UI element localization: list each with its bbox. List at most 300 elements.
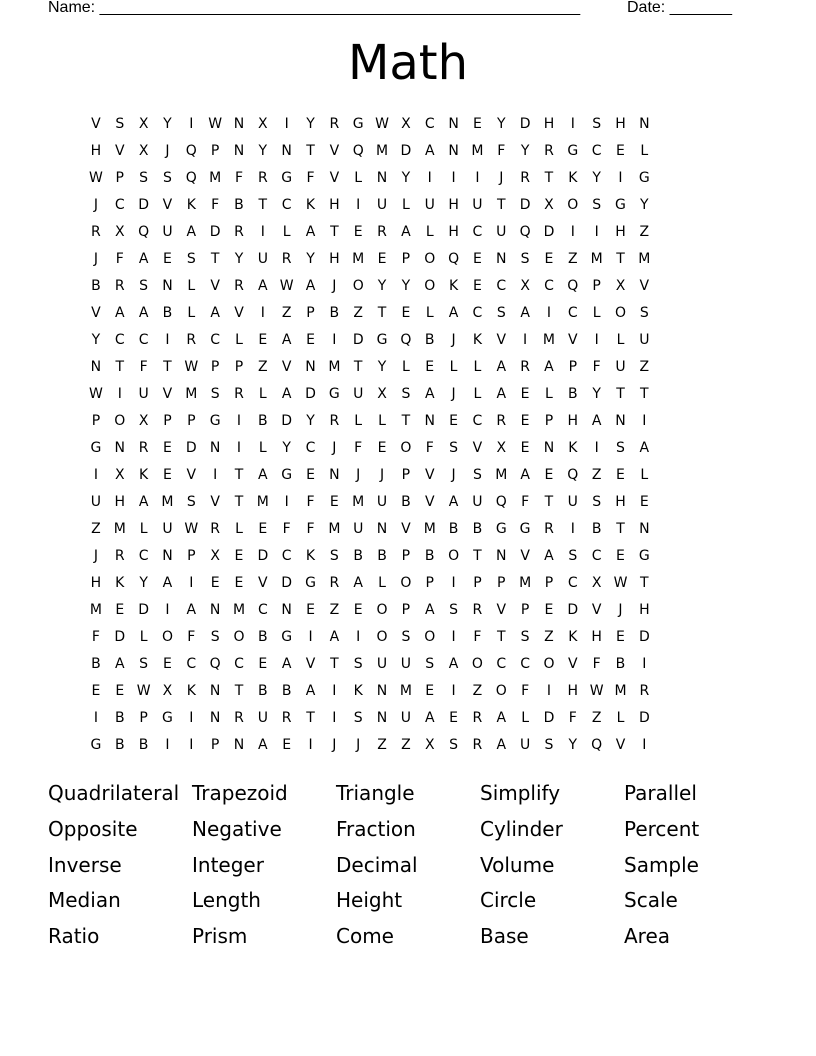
grid-letter: A <box>329 629 340 645</box>
grid-letter: L <box>187 305 196 321</box>
grid-letter: O <box>424 251 436 267</box>
grid-letter: V <box>186 467 197 483</box>
grid-letter: L <box>425 305 434 321</box>
grid-letter: R <box>472 710 483 726</box>
grid-letter: S <box>592 116 602 132</box>
grid-row <box>84 140 742 167</box>
grid-letter: F <box>306 521 315 537</box>
grid-letter: U <box>162 521 173 537</box>
grid-letter: G <box>352 116 364 132</box>
grid-row <box>84 113 742 140</box>
grid-letter: Z <box>639 359 650 375</box>
grid-letter: L <box>473 386 482 402</box>
grid-letter: Z <box>258 359 268 375</box>
grid-letter: J <box>618 602 623 618</box>
grid-letter: C <box>305 440 316 456</box>
grid-letter: K <box>568 170 578 186</box>
grid-letter: C <box>472 224 483 240</box>
grid-letter: O <box>376 602 388 618</box>
grid-letter: Y <box>568 737 578 753</box>
grid-letter: M <box>471 143 484 159</box>
grid-letter: R <box>329 413 340 429</box>
date-field[interactable]: Date: _______ <box>627 0 732 16</box>
grid-letter: M <box>638 251 651 267</box>
word-item: Simplify <box>480 781 561 805</box>
grid-letter: V <box>281 359 292 375</box>
grid-letter: M <box>423 521 436 537</box>
grid-letter: Y <box>306 116 315 132</box>
grid-letter: Y <box>401 170 411 186</box>
word-item: Area <box>624 924 671 949</box>
grid-letter: T <box>616 386 625 402</box>
grid-letter: W <box>613 575 628 591</box>
grid-letter: X <box>114 467 125 483</box>
grid-letter: V <box>568 656 578 672</box>
grid-letter: A <box>520 305 530 321</box>
grid-letter: S <box>449 602 459 618</box>
grid-letter: A <box>258 278 268 294</box>
grid-letter: C <box>496 656 507 672</box>
grid-letter: N <box>281 602 292 618</box>
grid-letter: E <box>234 548 244 564</box>
grid-letter: O <box>495 683 507 699</box>
word-item: Percent <box>624 816 700 841</box>
grid-letter: C <box>591 143 602 159</box>
grid-row <box>84 356 742 383</box>
grid-letter: X <box>615 278 626 294</box>
grid-letter: G <box>90 440 102 456</box>
grid-letter: V <box>472 440 483 456</box>
grid-letter: I <box>260 305 265 321</box>
grid-letter: S <box>401 629 411 645</box>
grid-letter: P <box>401 251 411 267</box>
grid-letter: M <box>89 602 102 618</box>
grid-letter: Y <box>139 575 148 591</box>
grid-letter: N <box>209 683 221 699</box>
grid-letter: S <box>353 656 363 672</box>
grid-letter: L <box>521 710 530 726</box>
grid-letter: B <box>591 521 602 537</box>
grid-letter: N <box>424 413 435 429</box>
grid-letter: K <box>305 548 316 564</box>
grid-letter: S <box>329 548 339 564</box>
grid-letter: I <box>332 683 337 699</box>
grid-letter: I <box>308 629 313 645</box>
grid-letter: A <box>162 575 173 591</box>
grid-letter: I <box>189 737 194 753</box>
grid-letter: D <box>114 629 126 645</box>
grid-letter: O <box>424 278 436 294</box>
grid-letter: V <box>329 143 340 159</box>
grid-letter: M <box>495 467 508 483</box>
grid-letter: C <box>234 656 244 672</box>
grid-letter: M <box>542 332 555 348</box>
grid-letter: V <box>234 305 244 321</box>
grid-letter: K <box>448 278 459 294</box>
grid-letter: X <box>138 116 149 132</box>
grid-letter: Z <box>401 737 411 753</box>
grid-letter: M <box>614 683 627 699</box>
grid-letter: R <box>377 224 387 240</box>
grid-letter: I <box>236 440 242 456</box>
grid-letter: Z <box>591 710 602 726</box>
grid-letter: V <box>329 170 340 186</box>
grid-letter: N <box>448 116 459 132</box>
grid-letter: D <box>519 197 531 213</box>
grid-letter: F <box>497 143 506 159</box>
grid-row <box>84 248 742 275</box>
grid-letter: O <box>376 629 388 645</box>
grid-letter: O <box>448 548 460 564</box>
grid-letter: R <box>329 575 340 591</box>
grid-letter: U <box>400 656 412 672</box>
grid-letter: A <box>591 413 602 429</box>
grid-letter: R <box>91 224 101 240</box>
grid-letter: Q <box>495 494 507 510</box>
grid-letter: I <box>642 413 647 429</box>
grid-letter: T <box>234 494 244 510</box>
grid-letter: E <box>306 602 315 618</box>
grid-letter: Y <box>377 359 387 375</box>
grid-letter: I <box>427 170 432 186</box>
grid-letter: A <box>424 710 435 726</box>
grid-letter: P <box>91 413 101 429</box>
grid-letter: F <box>91 629 100 645</box>
grid-letter: C <box>281 197 292 213</box>
grid-letter: D <box>543 224 555 240</box>
grid-letter: X <box>591 575 602 591</box>
grid-letter: V <box>615 737 626 753</box>
grid-letter: W <box>279 278 294 294</box>
grid-letter: B <box>114 737 125 753</box>
grid-letter: U <box>519 737 531 753</box>
grid-letter: T <box>210 251 220 267</box>
grid-letter: V <box>496 602 507 618</box>
grid-letter: B <box>424 548 435 564</box>
grid-letter: V <box>162 386 173 402</box>
grid-letter: D <box>281 575 293 591</box>
grid-letter: H <box>448 224 459 240</box>
grid-letter: E <box>616 629 625 645</box>
grid-letter: S <box>139 170 149 186</box>
word-item: Parallel <box>624 781 697 805</box>
grid-letter: R <box>329 116 340 132</box>
grid-letter: T <box>330 656 339 672</box>
grid-letter: S <box>115 116 125 132</box>
grid-letter: H <box>615 224 626 240</box>
grid-letter: D <box>209 224 221 240</box>
grid-letter: Q <box>209 656 221 672</box>
grid-letter: R <box>472 737 483 753</box>
grid-letter: F <box>115 251 124 267</box>
grid-letter: T <box>234 683 244 699</box>
grid-letter: J <box>93 251 98 267</box>
grid-letter: E <box>472 116 482 132</box>
grid-letter: I <box>594 224 599 240</box>
grid-letter: J <box>451 467 456 483</box>
grid-letter: F <box>187 629 196 645</box>
grid-letter: V <box>210 278 220 294</box>
grid-letter: B <box>114 710 125 726</box>
grid-letter: R <box>114 278 125 294</box>
grid-letter: I <box>308 737 313 753</box>
word-row <box>48 884 768 920</box>
grid-letter: I <box>356 629 361 645</box>
grid-letter: I <box>165 737 170 753</box>
grid-letter: V <box>424 467 435 483</box>
grid-letter: E <box>639 494 649 510</box>
grid-letter: C <box>114 197 125 213</box>
grid-letter: R <box>234 278 244 294</box>
grid-letter: A <box>210 305 220 321</box>
grid-letter: I <box>93 467 98 483</box>
grid-letter: E <box>258 656 268 672</box>
grid-letter: E <box>258 332 268 348</box>
grid-letter: A <box>305 683 316 699</box>
grid-letter: M <box>209 170 222 186</box>
grid-letter: O <box>424 629 436 645</box>
grid-letter: V <box>91 116 101 132</box>
grid-letter: L <box>640 143 649 159</box>
grid-letter: P <box>425 575 434 591</box>
grid-letter: U <box>496 224 507 240</box>
grid-letter: N <box>543 440 555 456</box>
grid-letter: F <box>306 170 315 186</box>
grid-letter: I <box>165 602 170 618</box>
grid-letter: S <box>592 494 602 510</box>
grid-letter: L <box>378 575 386 591</box>
grid-letter: B <box>258 413 268 429</box>
grid-row <box>84 572 742 599</box>
grid-letter: O <box>161 629 173 645</box>
grid-letter: H <box>567 413 579 429</box>
grid-letter: A <box>138 305 149 321</box>
grid-letter: O <box>400 440 412 456</box>
grid-letter: E <box>91 683 101 699</box>
grid-letter: R <box>472 602 483 618</box>
grid-letter: K <box>186 683 196 699</box>
grid-letter: N <box>615 413 626 429</box>
grid-letter: M <box>352 251 365 267</box>
grid-letter: C <box>281 548 292 564</box>
grid-letter: E <box>616 548 625 564</box>
grid-letter: L <box>258 440 267 456</box>
grid-letter: U <box>615 359 626 375</box>
grid-letter: X <box>138 143 149 159</box>
grid-letter: A <box>114 656 125 672</box>
grid-letter: P <box>306 305 315 321</box>
grid-letter: E <box>377 440 387 456</box>
grid-letter: N <box>376 710 388 726</box>
grid-letter: Y <box>282 440 291 456</box>
grid-letter: L <box>187 278 196 294</box>
grid-letter: M <box>399 683 412 699</box>
grid-letter: S <box>139 656 149 672</box>
grid-letter: A <box>186 224 197 240</box>
grid-letter: E <box>234 575 244 591</box>
grid-letter: M <box>185 386 198 402</box>
grid-letter: R <box>234 386 244 402</box>
grid-letter: B <box>567 386 578 402</box>
grid-letter: S <box>520 251 530 267</box>
grid-letter: C <box>114 332 125 348</box>
grid-letter: R <box>138 440 149 456</box>
grid-letter: Y <box>592 170 601 186</box>
grid-letter: U <box>567 494 578 510</box>
grid-letter: F <box>521 494 530 510</box>
word-item: Scale <box>624 888 678 913</box>
grid-letter: U <box>90 494 102 510</box>
grid-letter: E <box>425 359 435 375</box>
grid-letter: B <box>329 305 340 321</box>
grid-letter: V <box>258 575 268 591</box>
grid-letter: K <box>472 332 483 348</box>
grid-letter: E <box>115 602 125 618</box>
grid-letter: F <box>306 494 315 510</box>
grid-letter: F <box>592 359 601 375</box>
grid-letter: I <box>451 683 456 699</box>
grid-letter: I <box>594 440 599 456</box>
grid-letter: K <box>115 575 125 591</box>
grid-row <box>84 410 742 437</box>
grid-letter: L <box>235 332 243 348</box>
grid-letter: K <box>568 629 578 645</box>
grid-letter: N <box>639 116 650 132</box>
letter-grid <box>84 113 742 761</box>
grid-letter: S <box>544 737 554 753</box>
word-item: Come <box>336 924 394 949</box>
grid-letter: J <box>93 197 98 213</box>
grid-letter: H <box>615 494 626 510</box>
grid-letter: O <box>114 413 126 429</box>
grid-letter: G <box>281 170 293 186</box>
grid-letter: I <box>284 116 289 132</box>
grid-letter: I <box>570 521 575 537</box>
grid-letter: J <box>379 467 385 483</box>
grid-letter: R <box>281 251 292 267</box>
grid-letter: Y <box>234 251 244 267</box>
grid-letter: E <box>163 656 172 672</box>
grid-letter: A <box>401 224 411 240</box>
grid-letter: A <box>448 656 459 672</box>
grid-letter: O <box>352 278 364 294</box>
grid-letter: N <box>376 170 388 186</box>
grid-letter: W <box>375 116 389 132</box>
grid-letter: E <box>520 440 530 456</box>
grid-letter: R <box>257 170 268 186</box>
grid-letter: T <box>306 710 315 726</box>
grid-letter: I <box>213 467 218 483</box>
grid-letter: F <box>425 440 434 456</box>
grid-letter: U <box>376 197 388 213</box>
grid-letter: S <box>139 278 149 294</box>
word-item: Integer <box>192 852 264 877</box>
grid-letter: T <box>258 197 268 213</box>
grid-letter: L <box>545 386 553 402</box>
grid-letter: D <box>138 197 149 213</box>
grid-row <box>84 167 742 194</box>
grid-letter: I <box>189 710 194 726</box>
grid-row <box>84 329 742 356</box>
grid-letter: N <box>162 548 173 564</box>
grid-letter: U <box>472 494 483 510</box>
grid-letter: A <box>258 467 268 483</box>
grid-letter: E <box>472 278 482 294</box>
grid-letter: U <box>376 494 388 510</box>
grid-letter: P <box>592 278 601 294</box>
grid-letter: V <box>424 494 435 510</box>
grid-letter: T <box>640 575 649 591</box>
grid-letter: A <box>496 710 507 726</box>
grid-letter: V <box>162 197 173 213</box>
grid-letter: S <box>186 251 196 267</box>
grid-row <box>84 221 742 248</box>
grid-letter: U <box>472 197 483 213</box>
grid-letter: F <box>211 197 220 213</box>
grid-letter: X <box>520 278 530 294</box>
grid-letter: J <box>332 440 337 456</box>
grid-letter: E <box>544 602 554 618</box>
grid-letter: S <box>210 629 220 645</box>
grid-letter: P <box>234 359 244 375</box>
word-item: Quadrilateral <box>48 781 180 805</box>
grid-letter: A <box>305 278 316 294</box>
grid-letter: Y <box>401 278 411 294</box>
grid-letter: P <box>401 548 411 564</box>
grid-letter: P <box>187 548 196 564</box>
grid-letter: G <box>209 413 221 429</box>
grid-letter: Q <box>591 737 603 753</box>
grid-letter: B <box>138 737 149 753</box>
grid-letter: O <box>543 656 555 672</box>
grid-letter: A <box>281 332 292 348</box>
grid-letter: Z <box>639 224 650 240</box>
grid-letter: B <box>401 494 411 510</box>
grid-letter: U <box>257 710 268 726</box>
grid-letter: R <box>496 413 507 429</box>
grid-letter: Y <box>91 332 101 348</box>
grid-letter: I <box>332 332 337 348</box>
word-item: Inverse <box>48 852 122 877</box>
grid-letter: E <box>520 413 530 429</box>
grid-letter: Z <box>329 602 340 618</box>
grid-row <box>84 599 742 626</box>
grid-letter: Q <box>567 467 579 483</box>
grid-letter: I <box>332 710 337 726</box>
grid-letter: H <box>567 683 579 699</box>
grid-letter: Y <box>306 251 315 267</box>
grid-letter: T <box>473 548 482 564</box>
word-item: Prism <box>192 924 248 949</box>
grid-letter: F <box>354 440 363 456</box>
grid-letter: Y <box>377 278 387 294</box>
grid-letter: B <box>615 656 626 672</box>
grid-letter: H <box>591 629 602 645</box>
grid-letter: L <box>139 521 148 537</box>
grid-letter: Y <box>258 143 268 159</box>
grid-letter: L <box>235 521 243 537</box>
grid-letter: R <box>234 710 244 726</box>
grid-letter: X <box>162 683 173 699</box>
grid-letter: X <box>114 224 125 240</box>
grid-row <box>84 707 742 734</box>
grid-letter: E <box>329 494 339 510</box>
grid-letter: L <box>258 386 267 402</box>
grid-letter: T <box>640 386 649 402</box>
grid-row <box>84 545 742 572</box>
grid-letter: N <box>448 143 459 159</box>
name-field[interactable]: Name: ______________________________________________________ <box>48 0 581 16</box>
